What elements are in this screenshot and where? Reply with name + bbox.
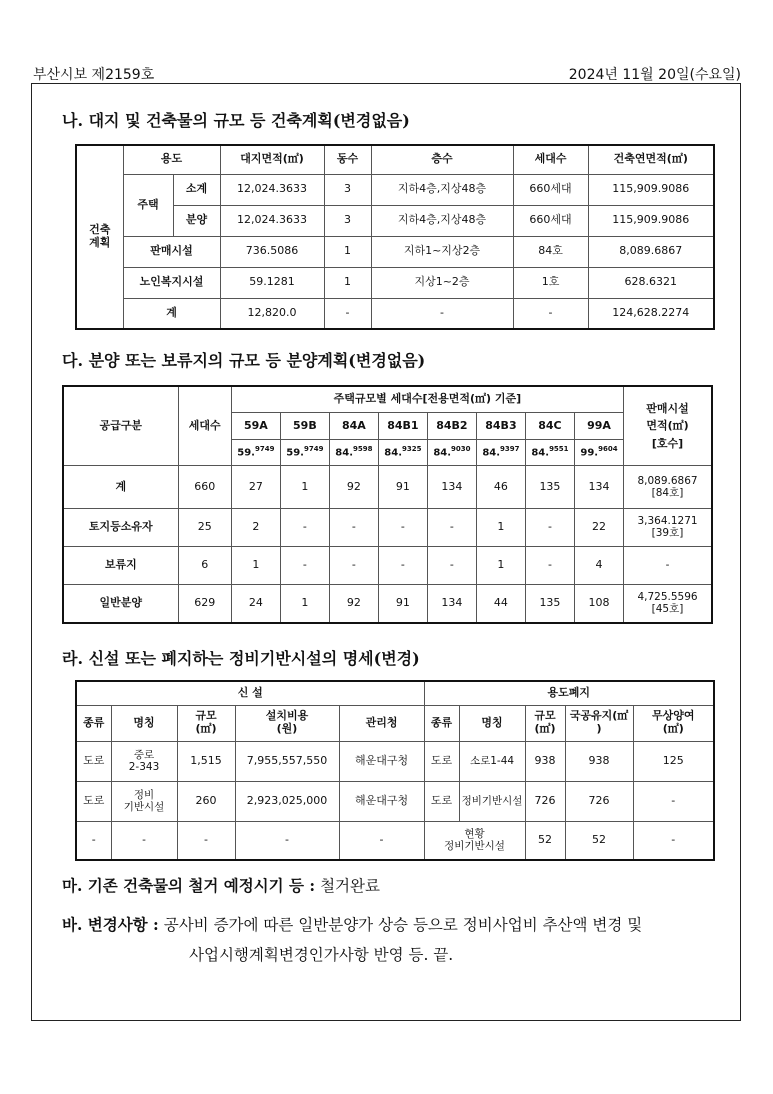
cell-scale: 260 [177, 781, 235, 821]
cell-name2: 현황 정비기반시설 [424, 821, 525, 860]
col-retail: 판매시설 면적(㎡) [호수] [624, 386, 712, 466]
cell-kind2: 도로 [424, 781, 459, 821]
size-area-decimal: 9030 [451, 445, 471, 454]
infrastructure-table [75, 680, 715, 861]
cell-count: 135 [525, 584, 574, 623]
cell-count: 1 [280, 584, 329, 623]
cell-count: 92 [329, 466, 378, 509]
cell-count: - [378, 546, 427, 584]
cell-retail [624, 466, 712, 509]
retail-area: 4,725.5596 [637, 591, 698, 604]
cell-scale2: 52 [525, 821, 565, 860]
cell-state-land: 938 [565, 741, 633, 781]
size-area-main: 59. [237, 447, 255, 459]
building-plan-table [75, 144, 715, 330]
cell-households: 6 [178, 546, 231, 584]
cell-hh: 84호 [513, 236, 588, 267]
cell-free-transfer: - [633, 781, 714, 821]
cell-area: 12,024.3633 [220, 205, 324, 236]
table-row [76, 781, 714, 821]
table-row [76, 298, 714, 329]
rowgroup-label: 건축 계획 [76, 145, 123, 329]
size-area-decimal: 9598 [353, 445, 373, 454]
table-row [63, 584, 712, 623]
cell-count: 134 [574, 466, 623, 509]
cell-count: 134 [427, 466, 476, 509]
size-area-decimal: 9397 [500, 445, 520, 454]
cell-state-land: 726 [565, 781, 633, 821]
size-area [525, 439, 574, 466]
section-ba-label: 바. 변경사항 : [62, 915, 159, 934]
cell-state-land: 52 [565, 821, 633, 860]
table-row [63, 509, 712, 547]
size-type: 99A [574, 413, 623, 440]
cell-gfa: 8,089.6867 [588, 236, 714, 267]
size-area-main: 84. [433, 447, 452, 459]
table-row [76, 174, 714, 205]
cell-floors: 지하4층,지상48층 [371, 174, 513, 205]
cell-area: 59.1281 [220, 267, 324, 298]
cell-count: - [427, 509, 476, 547]
cell-bldg: 1 [324, 236, 371, 267]
cell-count: 46 [476, 466, 525, 509]
size-type: 84B1 [378, 413, 427, 440]
col-households: 세대수 [513, 145, 588, 174]
cell-floors: - [371, 298, 513, 329]
size-area [427, 439, 476, 466]
cell-name: - [111, 821, 177, 860]
cell-count: - [525, 509, 574, 547]
cell-hh: 660세대 [513, 174, 588, 205]
cell-scale: - [177, 821, 235, 860]
col-agency: 관리청 [339, 705, 424, 741]
size-area-main: 84. [482, 447, 501, 459]
cell-name: 정비 기반시설 [111, 781, 177, 821]
size-area-main: 99. [580, 447, 599, 459]
cell-count: 92 [329, 584, 378, 623]
cell-cost: - [235, 821, 339, 860]
size-type: 84B2 [427, 413, 476, 440]
cell-scale2: 938 [525, 741, 565, 781]
cell-count: 2 [231, 509, 280, 547]
retail-area: 8,089.6867 [637, 475, 698, 488]
size-area [329, 439, 378, 466]
row-label: 분양 [173, 205, 220, 236]
table-row [76, 821, 714, 860]
cell-retail [624, 509, 712, 547]
section-da-title: 다. 분양 또는 보류지의 규모 등 분양계획(변경없음) [62, 351, 426, 370]
cell-agency: 해운대구청 [339, 741, 424, 781]
cell-scale: 1,515 [177, 741, 235, 781]
row-label: 계 [63, 466, 178, 509]
cell-count: 4 [574, 546, 623, 584]
size-area-main: 84. [335, 447, 353, 459]
cell-floors: 지상1~2층 [371, 267, 513, 298]
retail-units: [84호] [651, 487, 684, 500]
size-type: 84C [525, 413, 574, 440]
cell-area: 736.5086 [220, 236, 324, 267]
cell-count: - [378, 509, 427, 547]
col-group-size: 주택규모별 세대수[전용면적(㎡) 기준] [231, 386, 623, 413]
cell-count: 1 [280, 466, 329, 509]
col-free-transfer: 무상양여 (㎡) [633, 705, 714, 741]
col-state-land: 국공유지(㎡ ) [565, 705, 633, 741]
col-kind: 종류 [76, 705, 111, 741]
bulletin-date: 2024년 11월 20일(수요일) [568, 67, 741, 83]
size-area [574, 439, 623, 466]
col-gfa: 건축연면적(㎡) [588, 145, 714, 174]
row-label: 소계 [173, 174, 220, 205]
col-scale: 규모 (㎡) [177, 705, 235, 741]
size-area-decimal: 9551 [549, 445, 569, 454]
col-group-new: 신 설 [76, 681, 424, 705]
retail-units: [39호] [651, 527, 684, 540]
cell-count: 1 [231, 546, 280, 584]
size-type: 84A [329, 413, 378, 440]
col-site-area: 대지면적(㎡) [220, 145, 324, 174]
section-ma-label: 마. 기존 건축물의 철거 예정시기 등 : [62, 876, 316, 895]
cell-agency: 해운대구청 [339, 781, 424, 821]
cell-free-transfer: 125 [633, 741, 714, 781]
cell-bldg: 3 [324, 174, 371, 205]
cell-cost: 7,955,557,550 [235, 741, 339, 781]
table-row [63, 466, 712, 509]
size-area-main: 59. [286, 447, 304, 459]
row-label: 일반분양 [63, 584, 178, 623]
cell-count: - [280, 509, 329, 547]
size-area [231, 439, 280, 466]
cell-gfa: 115,909.9086 [588, 174, 714, 205]
section-ma [62, 872, 380, 900]
cell-households: 25 [178, 509, 231, 547]
table-row [76, 741, 714, 781]
section-ba-line2: 사업시행계획변경인가사항 반영 등. 끝. [189, 946, 454, 964]
size-area-main: 84. [384, 447, 403, 459]
cell-gfa: 628.6321 [588, 267, 714, 298]
col-name2: 명칭 [459, 705, 525, 741]
row-label: 보류지 [63, 546, 178, 584]
cell-hh: 1호 [513, 267, 588, 298]
section-ma-value: 철거완료 [320, 877, 380, 895]
cell-count: 44 [476, 584, 525, 623]
cell-count: - [329, 546, 378, 584]
col-cost: 설치비용 (원) [235, 705, 339, 741]
cell-count: 27 [231, 466, 280, 509]
cell-count: - [280, 546, 329, 584]
cell-floors: 지하4층,지상48층 [371, 205, 513, 236]
cell-count: 22 [574, 509, 623, 547]
retail-area: 3,364.1271 [637, 515, 698, 528]
row-label: 판매시설 [123, 236, 220, 267]
table-row [63, 546, 712, 584]
col-usage: 용도 [123, 145, 220, 174]
cell-count: 108 [574, 584, 623, 623]
cell-name2: 정비기반시설 [459, 781, 525, 821]
cell-kind: - [76, 821, 111, 860]
section-ba [62, 911, 727, 939]
col-supply: 공급구분 [63, 386, 178, 466]
cell-scale2: 726 [525, 781, 565, 821]
size-area [476, 439, 525, 466]
size-area-decimal: 9749 [303, 445, 324, 454]
cell-hh: - [513, 298, 588, 329]
bulletin-issue: 부산시보 제2159호 [33, 67, 155, 83]
col-scale2: 규모 (㎡) [525, 705, 565, 741]
col-buildings: 동수 [324, 145, 371, 174]
row-label: 노인복지시설 [123, 267, 220, 298]
cell-count: 24 [231, 584, 280, 623]
cell-count: 91 [378, 584, 427, 623]
cell-count: 91 [378, 466, 427, 509]
cell-gfa: 124,628.2274 [588, 298, 714, 329]
sales-plan-table [62, 385, 713, 624]
size-area-main: 84. [531, 447, 550, 459]
col-kind2: 종류 [424, 705, 459, 741]
cell-gfa: 115,909.9086 [588, 205, 714, 236]
row-label: 토지등소유자 [63, 509, 178, 547]
cell-count: 1 [476, 509, 525, 547]
cell-bldg: - [324, 298, 371, 329]
cell-bldg: 3 [324, 205, 371, 236]
section-ba-line1: 공사비 증가에 따른 일반분양가 상승 등으로 정비사업비 추산액 변경 및 [163, 916, 643, 934]
section-na-title: 나. 대지 및 건축물의 규모 등 건축계획(변경없음) [62, 111, 410, 130]
cell-retail [624, 584, 712, 623]
retail-area: - [665, 559, 670, 572]
row-label: 계 [123, 298, 220, 329]
cell-area: 12,024.3633 [220, 174, 324, 205]
size-area [378, 439, 427, 466]
col-group-abolish: 용도폐지 [424, 681, 714, 705]
cell-kind: 도로 [76, 781, 111, 821]
section-ra-title: 라. 신설 또는 폐지하는 정비기반시설의 명세(변경) [62, 649, 420, 668]
cell-kind2: 도로 [424, 741, 459, 781]
cell-retail [624, 546, 712, 584]
cell-agency: - [339, 821, 424, 860]
cell-kind: 도로 [76, 741, 111, 781]
size-type: 59A [231, 413, 280, 440]
cell-name2: 소로1-44 [459, 741, 525, 781]
cell-count: - [427, 546, 476, 584]
cell-households: 629 [178, 584, 231, 623]
cell-households: 660 [178, 466, 231, 509]
size-area-decimal: 9749 [254, 445, 275, 454]
cell-bldg: 1 [324, 267, 371, 298]
table-row [76, 236, 714, 267]
retail-units: [45호] [651, 603, 684, 616]
size-area [280, 439, 329, 466]
cell-cost: 2,923,025,000 [235, 781, 339, 821]
cell-area: 12,820.0 [220, 298, 324, 329]
size-area-decimal: 9325 [402, 445, 422, 454]
table-row [76, 267, 714, 298]
cell-free-transfer: - [633, 821, 714, 860]
cell-floors: 지하1~지상2층 [371, 236, 513, 267]
size-type: 59B [280, 413, 329, 440]
cell-count: - [525, 546, 574, 584]
cell-hh: 660세대 [513, 205, 588, 236]
cell-count: 134 [427, 584, 476, 623]
cell-name: 중로 2-343 [111, 741, 177, 781]
cell-count: 1 [476, 546, 525, 584]
col-name: 명칭 [111, 705, 177, 741]
cell-count: 135 [525, 466, 574, 509]
size-area-decimal: 9604 [598, 445, 618, 454]
col-floors: 층수 [371, 145, 513, 174]
col-households: 세대수 [178, 386, 231, 466]
housing-label: 주택 [123, 174, 173, 236]
size-type: 84B3 [476, 413, 525, 440]
cell-count: - [329, 509, 378, 547]
